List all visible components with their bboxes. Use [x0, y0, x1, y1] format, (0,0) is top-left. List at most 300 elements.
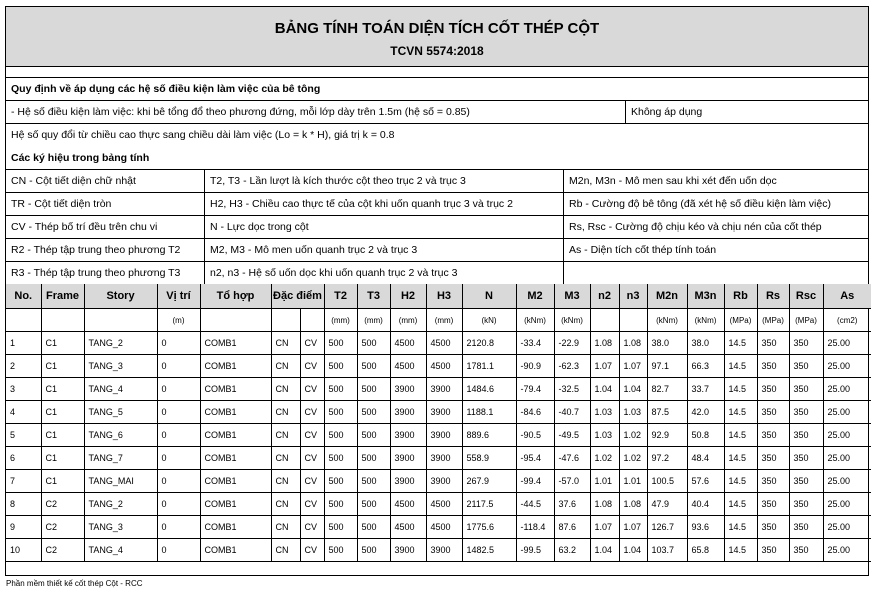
table-cell: 3900 — [426, 447, 462, 470]
table-cell: 3900 — [390, 401, 426, 424]
unit-cell: (cm2) — [823, 309, 871, 332]
table-cell: 82.7 — [647, 378, 687, 401]
table-cell: 500 — [324, 470, 357, 493]
regulation-value-1: Không áp dụng — [625, 101, 868, 123]
table-cell: 87.6 — [554, 516, 590, 539]
regulation-row-2 — [6, 123, 868, 146]
table-cell: 3900 — [390, 539, 426, 562]
table-cell: 350 — [789, 401, 823, 424]
table-cell: -40.7 — [554, 401, 590, 424]
column-header: M3 — [554, 284, 590, 309]
table-cell: 14.5 — [724, 355, 757, 378]
unit-cell — [41, 309, 84, 332]
table-cell: 25.00 — [823, 378, 871, 401]
table-cell: -22.9 — [554, 332, 590, 355]
table-cell: 350 — [757, 355, 789, 378]
table-cell: 37.6 — [554, 493, 590, 516]
table-cell: 0 — [157, 493, 200, 516]
unit-cell: (MPa) — [757, 309, 789, 332]
legend-row — [6, 215, 868, 238]
unit-cell: (mm) — [426, 309, 462, 332]
table-cell: 350 — [757, 470, 789, 493]
legend-cell: Rb - Cường độ bê tông (đã xét hệ số điều kiện làm việc) — [563, 193, 868, 215]
table-cell: -95.4 — [516, 447, 554, 470]
table-cell: CV — [300, 516, 324, 539]
table-cell: 103.7 — [647, 539, 687, 562]
unit-cell — [590, 309, 619, 332]
legend-row — [6, 261, 868, 284]
table-cell: 350 — [789, 516, 823, 539]
legend-cell: M2, M3 - Mô men uốn quanh trục 2 và trục 3 — [204, 239, 563, 261]
column-header: No. — [6, 284, 41, 309]
table-cell: 0 — [157, 447, 200, 470]
unit-cell: (m) — [157, 309, 200, 332]
table-cell: 350 — [757, 493, 789, 516]
table-cell: 57.6 — [687, 470, 724, 493]
table-cell: 500 — [324, 493, 357, 516]
column-header: T2 — [324, 284, 357, 309]
table-cell: -90.5 — [516, 424, 554, 447]
regulations-heading-row — [6, 77, 868, 100]
legend-row — [6, 169, 868, 192]
table-cell: 350 — [789, 355, 823, 378]
table-cell: C1 — [41, 447, 84, 470]
page-title: BẢNG TÍNH TOÁN DIỆN TÍCH CỐT THÉP CỘT — [274, 20, 600, 37]
table-cell: 4500 — [390, 355, 426, 378]
table-cell: 1775.6 — [462, 516, 516, 539]
table-cell: TANG_2 — [84, 332, 157, 355]
table-cell: 1.04 — [619, 378, 647, 401]
table-cell: 48.4 — [687, 447, 724, 470]
legend-cell: Rs, Rsc - Cường độ chịu kéo và chịu nén của cốt thép — [563, 216, 868, 238]
column-header: M2n — [647, 284, 687, 309]
table-cell: 14.5 — [724, 378, 757, 401]
table-cell: 1482.5 — [462, 539, 516, 562]
table-row — [6, 355, 871, 378]
table-cell: 4500 — [390, 493, 426, 516]
table-cell: 0 — [157, 516, 200, 539]
legend-cell: TR - Cột tiết diện tròn — [11, 198, 112, 210]
table-cell: 38.0 — [647, 332, 687, 355]
table-row — [6, 378, 871, 401]
table-cell: CN — [271, 539, 300, 562]
table-cell: 350 — [789, 332, 823, 355]
table-cell: 350 — [757, 332, 789, 355]
unit-cell: (kNm) — [554, 309, 590, 332]
table-cell: COMB1 — [200, 516, 271, 539]
table-cell: 350 — [757, 401, 789, 424]
table-cell: 1.04 — [590, 378, 619, 401]
column-header: T3 — [357, 284, 390, 309]
table-cell: 350 — [757, 424, 789, 447]
table-cell: TANG_7 — [84, 447, 157, 470]
table-cell: CV — [300, 332, 324, 355]
table-cell: COMB1 — [200, 539, 271, 562]
column-header: Rsc — [789, 284, 823, 309]
table-cell: 4500 — [426, 355, 462, 378]
table-row — [6, 470, 871, 493]
table-cell: 500 — [324, 401, 357, 424]
unit-cell: (kNm) — [647, 309, 687, 332]
table-cell: 25.00 — [823, 332, 871, 355]
data-table — [6, 284, 871, 562]
table-cell: -49.5 — [554, 424, 590, 447]
table-cell: 500 — [357, 516, 390, 539]
table-cell: 50.8 — [687, 424, 724, 447]
table-cell: 3900 — [426, 539, 462, 562]
table-cell: 25.00 — [823, 355, 871, 378]
table-cell: 1.08 — [619, 493, 647, 516]
table-cell: 500 — [324, 332, 357, 355]
unit-cell — [6, 309, 41, 332]
table-cell: 500 — [324, 516, 357, 539]
table-cell: 66.3 — [687, 355, 724, 378]
table-cell: 40.4 — [687, 493, 724, 516]
unit-cell: (MPa) — [724, 309, 757, 332]
table-row — [6, 424, 871, 447]
table-cell: 25.00 — [823, 470, 871, 493]
table-cell: TANG_6 — [84, 424, 157, 447]
table-cell: COMB1 — [200, 424, 271, 447]
table-cell: CV — [300, 539, 324, 562]
column-header: n3 — [619, 284, 647, 309]
legend-heading: Các ký hiệu trong bảng tính — [11, 151, 150, 164]
table-cell: 4500 — [426, 516, 462, 539]
legend-cell: CV - Thép bố trí đều trên chu vi — [11, 221, 158, 233]
table-cell: CN — [271, 424, 300, 447]
table-row — [6, 401, 871, 424]
table-cell: 350 — [789, 378, 823, 401]
table-cell: C1 — [41, 424, 84, 447]
table-cell: 1.07 — [590, 516, 619, 539]
table-cell: CV — [300, 355, 324, 378]
table-cell: 87.5 — [647, 401, 687, 424]
table-cell: 0 — [157, 539, 200, 562]
unit-cell: (mm) — [324, 309, 357, 332]
table-cell: 1.01 — [619, 470, 647, 493]
legend-row — [6, 238, 868, 261]
table-cell: 1.03 — [619, 401, 647, 424]
table-cell: 350 — [789, 539, 823, 562]
table-cell: 1781.1 — [462, 355, 516, 378]
table-cell: 14.5 — [724, 539, 757, 562]
table-cell: 25.00 — [823, 493, 871, 516]
table-cell: 350 — [757, 539, 789, 562]
table-cell: 500 — [324, 539, 357, 562]
legend-cell: N - Lực dọc trong cột — [204, 216, 563, 238]
footer-text: Phần mềm thiết kế cốt thép Cột - RCC — [6, 579, 143, 588]
table-cell: 14.5 — [724, 493, 757, 516]
unit-cell — [200, 309, 271, 332]
table-cell: -47.6 — [554, 447, 590, 470]
table-cell: 25.00 — [823, 447, 871, 470]
column-header: Đặc điểm — [271, 284, 324, 309]
table-cell: 1.08 — [590, 493, 619, 516]
table-cell: -84.6 — [516, 401, 554, 424]
table-cell: C1 — [41, 470, 84, 493]
table-cell: 558.9 — [462, 447, 516, 470]
table-cell: 0 — [157, 470, 200, 493]
table-cell: 350 — [789, 493, 823, 516]
table-cell: 0 — [157, 332, 200, 355]
table-cell: 889.6 — [462, 424, 516, 447]
legend-cell: T2, T3 - Lần lượt là kích thước cột theo trục 2 và trục 3 — [204, 170, 563, 192]
table-cell: 25.00 — [823, 539, 871, 562]
table-row — [6, 447, 871, 470]
table-cell: 350 — [789, 470, 823, 493]
table-cell: CV — [300, 378, 324, 401]
table-cell: 350 — [757, 378, 789, 401]
table-cell: 33.7 — [687, 378, 724, 401]
table-cell: COMB1 — [200, 401, 271, 424]
table-cell: 93.6 — [687, 516, 724, 539]
table-cell: CV — [300, 493, 324, 516]
table-cell: CN — [271, 470, 300, 493]
table-cell: CN — [271, 355, 300, 378]
regulation-text-2: Hệ số quy đổi từ chiều cao thực sang chiều dài làm việc (Lo = k * H), giá trị k = 0.8 — [11, 129, 395, 141]
table-cell: 500 — [324, 378, 357, 401]
table-cell: 0 — [157, 355, 200, 378]
table-cell: 4 — [6, 401, 41, 424]
table-cell: 38.0 — [687, 332, 724, 355]
column-header: n2 — [590, 284, 619, 309]
units-row — [6, 309, 871, 332]
table-cell: CN — [271, 516, 300, 539]
table-cell: 500 — [357, 447, 390, 470]
table-cell: 1.07 — [619, 355, 647, 378]
unit-cell: (kNm) — [687, 309, 724, 332]
table-cell: COMB1 — [200, 355, 271, 378]
table-cell: 8 — [6, 493, 41, 516]
table-cell: -44.5 — [516, 493, 554, 516]
table-cell: CN — [271, 447, 300, 470]
column-header: M3n — [687, 284, 724, 309]
table-cell: 2117.5 — [462, 493, 516, 516]
table-cell: TANG_2 — [84, 493, 157, 516]
table-cell: 3900 — [390, 378, 426, 401]
table-cell: 4500 — [390, 516, 426, 539]
legend-cell: n2, n3 - Hệ số uốn dọc khi uốn quanh trục 2 và trục 3 — [204, 262, 563, 284]
table-cell: 3900 — [426, 470, 462, 493]
table-cell: 500 — [357, 401, 390, 424]
table-cell: 42.0 — [687, 401, 724, 424]
column-header: Frame — [41, 284, 84, 309]
table-cell: -57.0 — [554, 470, 590, 493]
table-cell: 14.5 — [724, 447, 757, 470]
table-cell: 0 — [157, 378, 200, 401]
table-cell: 92.9 — [647, 424, 687, 447]
table-cell: 65.8 — [687, 539, 724, 562]
table-cell: -32.5 — [554, 378, 590, 401]
table-cell: 14.5 — [724, 332, 757, 355]
table-cell: 1.03 — [590, 424, 619, 447]
table-cell: CN — [271, 332, 300, 355]
table-cell: 5 — [6, 424, 41, 447]
table-cell: CV — [300, 447, 324, 470]
table-cell: 500 — [357, 539, 390, 562]
column-header: H2 — [390, 284, 426, 309]
table-cell: 14.5 — [724, 424, 757, 447]
table-cell: 1.03 — [590, 401, 619, 424]
unit-cell: (kN) — [462, 309, 516, 332]
legend-heading-row — [6, 146, 868, 169]
table-cell: 10 — [6, 539, 41, 562]
table-cell: 1.07 — [590, 355, 619, 378]
table-cell: TANG_MAI — [84, 470, 157, 493]
table-cell: 350 — [757, 447, 789, 470]
table-cell: C1 — [41, 378, 84, 401]
table-cell: 3900 — [426, 401, 462, 424]
table-cell: 1.04 — [590, 539, 619, 562]
table-cell: TANG_4 — [84, 378, 157, 401]
table-cell: 500 — [357, 493, 390, 516]
unit-cell: (mm) — [390, 309, 426, 332]
table-cell: 500 — [357, 424, 390, 447]
legend-cell: R2 - Thép tập trung theo phương T2 — [11, 244, 181, 256]
table-cell: TANG_3 — [84, 355, 157, 378]
table-cell: 126.7 — [647, 516, 687, 539]
table-cell: COMB1 — [200, 447, 271, 470]
table-row — [6, 332, 871, 355]
table-cell: 1.02 — [619, 424, 647, 447]
table-cell: COMB1 — [200, 493, 271, 516]
legend-row — [6, 192, 868, 215]
table-cell: 47.9 — [647, 493, 687, 516]
table-cell: 7 — [6, 470, 41, 493]
column-header: Vị trí — [157, 284, 200, 309]
table-row — [6, 493, 871, 516]
table-cell: 100.5 — [647, 470, 687, 493]
column-header: Rs — [757, 284, 789, 309]
legend-cell: M2n, M3n - Mô men sau khi xét đến uốn dọc — [563, 170, 868, 192]
table-cell: 350 — [757, 516, 789, 539]
table-cell: 1.04 — [619, 539, 647, 562]
table-cell: 1.01 — [590, 470, 619, 493]
table-cell: 14.5 — [724, 516, 757, 539]
column-header: As — [823, 284, 871, 309]
table-cell: 1.02 — [619, 447, 647, 470]
table-cell: 1 — [6, 332, 41, 355]
table-cell: 1.02 — [590, 447, 619, 470]
table-cell: CV — [300, 424, 324, 447]
table-cell: 500 — [357, 332, 390, 355]
table-cell: COMB1 — [200, 378, 271, 401]
table-cell: 500 — [357, 378, 390, 401]
table-cell: 1484.6 — [462, 378, 516, 401]
table-cell: TANG_5 — [84, 401, 157, 424]
unit-cell — [619, 309, 647, 332]
legend-cell: As - Diện tích cốt thép tính toán — [563, 239, 868, 261]
table-cell: C1 — [41, 355, 84, 378]
column-header: Rb — [724, 284, 757, 309]
table-cell: 350 — [789, 424, 823, 447]
table-row — [6, 539, 871, 562]
table-cell: 63.2 — [554, 539, 590, 562]
table-cell: 3 — [6, 378, 41, 401]
table-cell: 9 — [6, 516, 41, 539]
table-cell: 0 — [157, 424, 200, 447]
unit-cell — [84, 309, 157, 332]
unit-cell: (kNm) — [516, 309, 554, 332]
table-cell: C2 — [41, 516, 84, 539]
table-cell: 500 — [324, 424, 357, 447]
table-cell: 1.07 — [619, 516, 647, 539]
table-cell: 2120.8 — [462, 332, 516, 355]
column-header: Tổ hợp — [200, 284, 271, 309]
table-cell: 14.5 — [724, 470, 757, 493]
table-cell: CN — [271, 378, 300, 401]
table-cell: -99.4 — [516, 470, 554, 493]
table-cell: -79.4 — [516, 378, 554, 401]
table-cell: 4500 — [390, 332, 426, 355]
unit-cell — [300, 309, 324, 332]
table-cell: 1.08 — [619, 332, 647, 355]
column-header: Story — [84, 284, 157, 309]
table-cell: 1188.1 — [462, 401, 516, 424]
legend-table — [6, 169, 868, 284]
table-cell: 3900 — [426, 424, 462, 447]
report-frame — [5, 6, 869, 576]
table-cell: 3900 — [426, 378, 462, 401]
table-cell: 3900 — [390, 470, 426, 493]
table-cell: 4500 — [426, 493, 462, 516]
table-cell: COMB1 — [200, 332, 271, 355]
table-cell: CN — [271, 493, 300, 516]
legend-cell — [563, 262, 868, 284]
table-cell: 14.5 — [724, 401, 757, 424]
column-header: M2 — [516, 284, 554, 309]
table-cell: -99.5 — [516, 539, 554, 562]
regulations-heading: Quy định về áp dụng các hệ số điều kiện làm việc của bê tông — [11, 83, 321, 95]
column-header: H3 — [426, 284, 462, 309]
report-header — [6, 7, 868, 67]
unit-cell: (mm) — [357, 309, 390, 332]
table-cell: 267.9 — [462, 470, 516, 493]
table-cell: 500 — [357, 470, 390, 493]
legend-cell: R3 - Thép tập trung theo phương T3 — [11, 267, 181, 279]
table-cell: 2 — [6, 355, 41, 378]
table-cell: TANG_3 — [84, 516, 157, 539]
table-cell: -62.3 — [554, 355, 590, 378]
table-cell: CN — [271, 401, 300, 424]
table-cell: C1 — [41, 332, 84, 355]
legend-cell: H2, H3 - Chiều cao thực tế của cột khi uốn quanh trục 3 và trục 2 — [204, 193, 563, 215]
table-row — [6, 516, 871, 539]
table-cell: 1.08 — [590, 332, 619, 355]
table-cell: 500 — [324, 355, 357, 378]
table-cell: -90.9 — [516, 355, 554, 378]
table-header-row — [6, 284, 871, 309]
table-cell: 350 — [789, 447, 823, 470]
legend-cell: CN - Cột tiết diện chữ nhật — [11, 175, 136, 187]
table-cell: 25.00 — [823, 401, 871, 424]
table-cell: 0 — [157, 401, 200, 424]
table-cell: 25.00 — [823, 516, 871, 539]
table-cell: C1 — [41, 401, 84, 424]
page-subtitle: TCVN 5574:2018 — [390, 44, 484, 58]
regulation-text-1: - Hệ số điều kiện làm việc: khi bê tổng đổ theo phương đứng, mỗi lớp dày trên 1.5m (hệ số = 0.85) — [11, 106, 470, 118]
table-cell: 3900 — [390, 424, 426, 447]
regulation-row-1 — [6, 100, 868, 123]
table-cell: -118.4 — [516, 516, 554, 539]
column-header: N — [462, 284, 516, 309]
table-cell: 3900 — [390, 447, 426, 470]
table-cell: CV — [300, 401, 324, 424]
unit-cell: (MPa) — [789, 309, 823, 332]
table-cell: 4500 — [426, 332, 462, 355]
table-cell: C2 — [41, 493, 84, 516]
table-cell: CV — [300, 470, 324, 493]
